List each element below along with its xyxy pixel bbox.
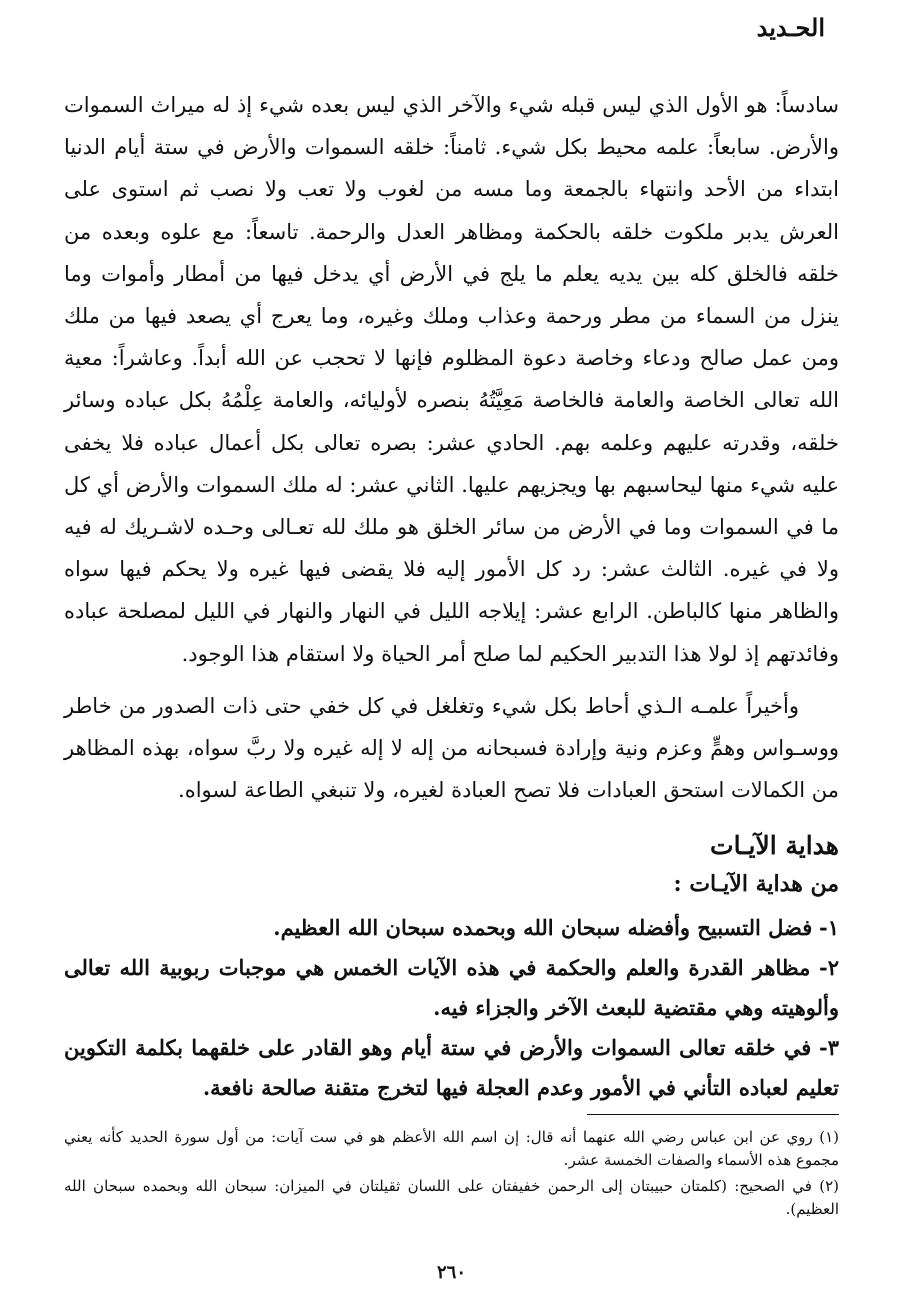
list-item [64,1028,839,1108]
guidance-section [64,826,839,1121]
item-number: ١- [819,915,839,940]
footnote-divider [587,1114,839,1115]
section-title: هداية الآيـات [710,831,839,860]
body-paragraph: سادساً: هو الأول الذي ليس قبله شيء والآخر الذي ليس بعده شيء إذ له ميراث السموات والأرض. سابعاً: علمه محيط بكل شيء. ثامناً: خلقه السموات والأرض في ستة أيام الدنيا ابتداء من الأحد وانتهاء بالجمعة وما مسه من لغوب ولا تعب ولا نصب ثم استوى على العرش يدبر ملكوت خلقه بالحكمة ومظاهر العدل والرحمة. تاسعاً: مع علوه وبعده من خلقه فالخلق كله بين يديه يعلم ما يلج في الأرض أي يدخل فيها من أمطار وأموات وما ينزل من السماء من مطر ورحمة وعذاب وملك وغيره، وما يعرج أي يصعد فيها من ملك ومن عمل صالح ودعاء وخاصة دعوة المظلوم فإنها لا تحجب عن الله أبداً. وعاشراً: معية الله تعالى الخاصة والعامة فالخاصة مَعِيَّتُهُ بنصره لأوليائه، والعامة عِلْمُهُ بكل عباده وسائر خلقه، وقدرته عليهم وعلمه بهم. الحادي عشر: بصره تعالى بكل أعمال عباده فلا يخفى عليه شيء منها ليحاسبهم بها ويجزيهم عليها. الثاني عشر: له ملك السموات والأرض أي كل ما في السموات وما في الأرض من سائر الخلق هو ملك لله تعـالى وحـده لاشـريك له فيه ولا في غيره. الثالث عشر: رد كل الأمور إليه فلا يقضى فيها غيره ولا يحكم فيها سواه والظاهر منها كالباطن. الرابع عشر: إيلاجه الليل في النهار والنهار في الليل لمصلحة عباده وفائدتهم إذ لولا هذا التدبير الحكيم لما صلح أمر الحياة ولا استقام هذا الوجود. [64,93,839,666]
guidance-list [64,908,839,1108]
footnotes [64,1126,839,1224]
page-number: ٢٦٠ [436,1262,466,1283]
list-item [64,948,839,1028]
list-item [64,908,839,948]
main-body [64,84,839,811]
item-text: فضل التسبيح وأفضله سبحان الله وبحمده سبحان الله العظيم. [273,915,813,940]
running-title: الحـديد [756,13,825,42]
item-number: ٢- [818,955,839,980]
item-number: ٣- [819,1035,839,1060]
item-text: مظاهر القدرة والعلم والحكمة في هذه الآيات الخمس هي موجبات ربوبية الله تعالى وألوهيته وهي مقتضية للبعث الآخر والجزاء فيه. [64,955,839,1020]
footnote: (٢) في الصحيح: (كلمتان حبيبتان إلى الرحمن خفيفتان على اللسان ثقيلتان في الميزان: سبحان الله وبحمده سبحان الله العظيم). [64,1177,839,1218]
footnote: (١) روي عن ابن عباس رضي الله عنهما أنه قال: إن اسم الله الأعظم هو في ست آيات: من أول سورة الحديد كأنه يعني مجموع هذه الأسماء والصفات الخمسة عشر. [64,1128,839,1169]
item-text: في خلقه تعالى السموات والأرض في ستة أيام وهو القادر على خلقهما بكلمة التكوين تعليم لعباده التأني في الأمور وعدم العجلة فيها لتخرج متقنة صالحة نافعة. [64,1035,839,1100]
body-paragraph: وأخيراً علمـه الـذي أحاط بكل شيء وتغلغل في كل خفي حتى ذات الصدور من خاطر ووسـواس وهمٍّ وعزم ونية وإرادة فسبحانه من إله لا إله غيره ولا ربَّ سواه، بهذه المظاهر من الكمالات استحق العبادات فلا تصح العبادة لغيره، ولا تنبغي الطاعة لسواه. [64,693,839,803]
section-subtitle: من هداية الآيـات : [673,871,839,897]
